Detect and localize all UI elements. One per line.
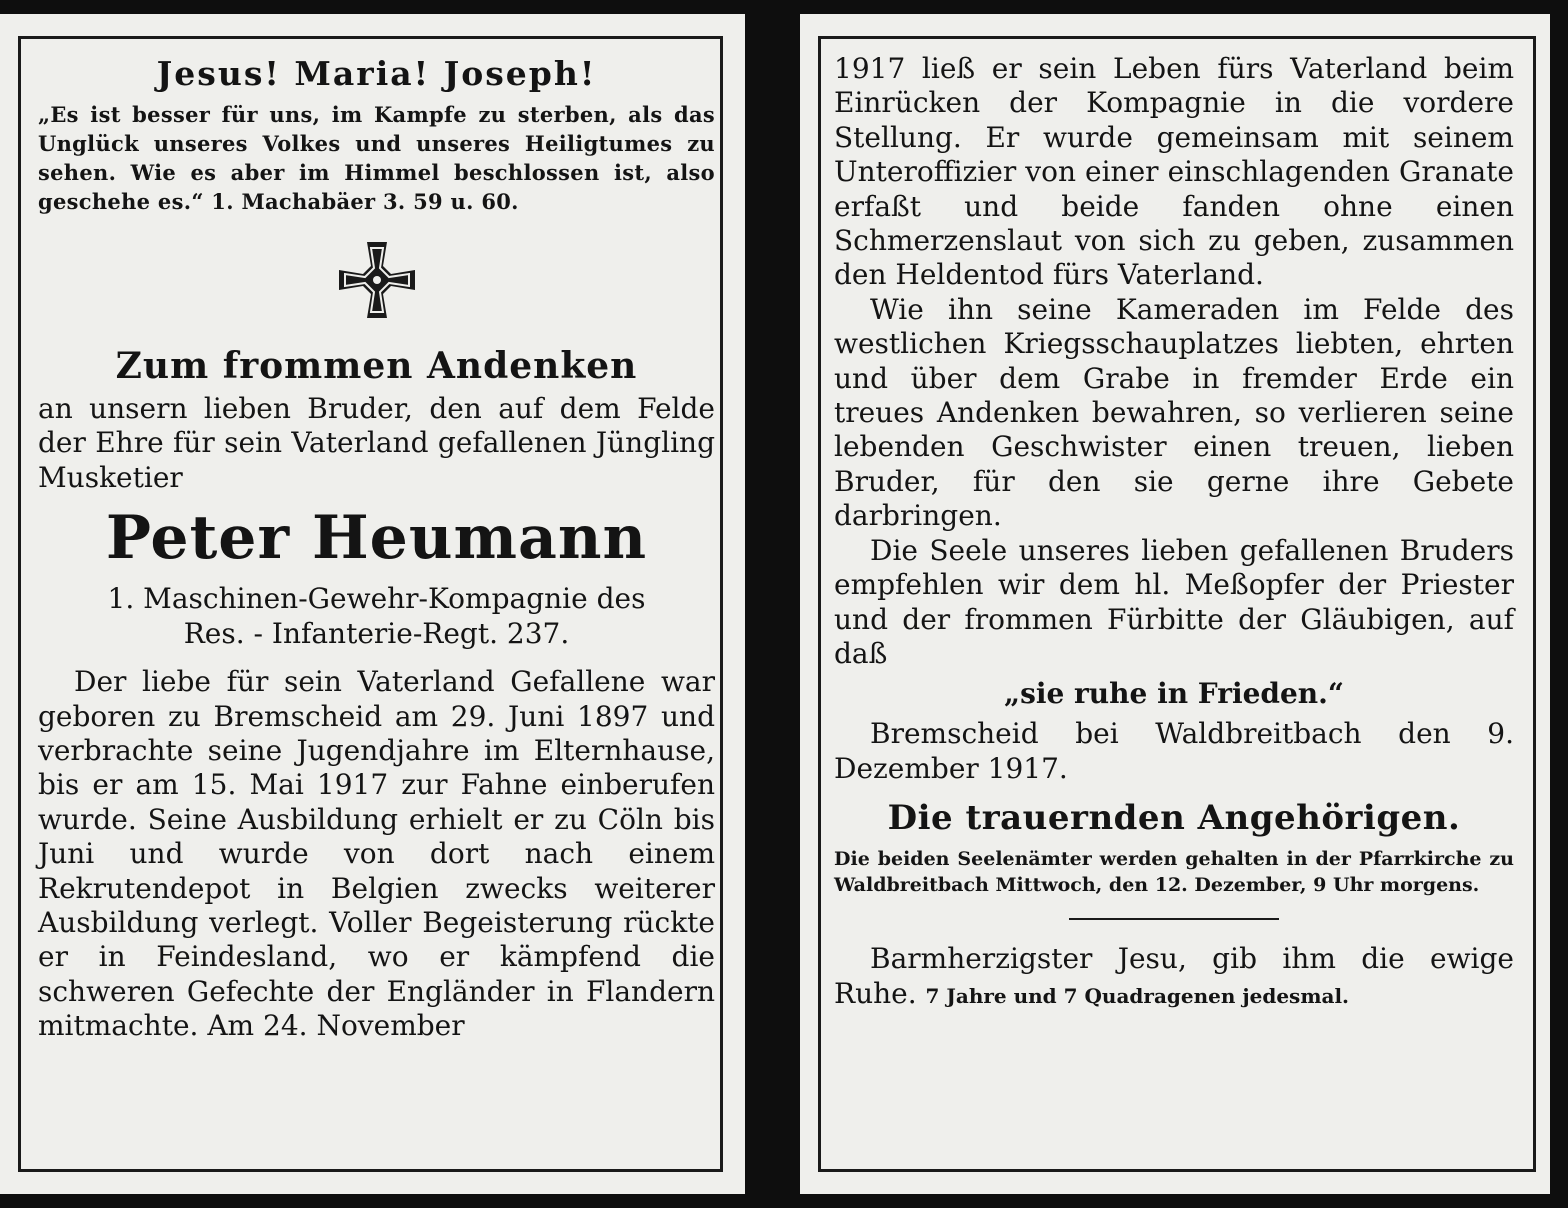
iron-cross-svg	[337, 240, 417, 320]
divider-rule	[1069, 918, 1279, 920]
deceased-name: Peter Heumann	[105, 503, 648, 574]
rest-in-peace-line: „sie ruhe in Frieden.“	[1003, 677, 1345, 711]
unit-line-2: Res. - Infanterie-Regt. 237.	[183, 617, 570, 651]
closing-prayer	[834, 942, 1514, 1013]
left-card-page	[0, 14, 745, 1194]
biography-text: Der liebe für sein Vaterland Gefallene war geboren zu Bremscheid am 29. Juni 1897 und verbrachte seine Jugendjahre im Elternhause, bis er am 15. Mai 1917 zur Fahne einberufen wurde. Seine Ausbildung erhielt er zu Cöln bis Juni und wurde von dort nach einem Rekrutendepot in Belgien zwecks weiterer Ausbildung verlegt. Voller Begeisterung rückte er in Feindesland, wo er kämpfend die schweren Gefechte der Engländer in Flandern mitmachte. Am 24. November	[38, 665, 715, 1043]
right-card-content	[834, 52, 1514, 1013]
soul-commendation-paragraph: Die Seele unseres lieben gefallenen Bruders empfehlen wir dem hl. Meßopfer der Priester und der frommen Fürbitte der Gläubigen, auf daß	[834, 533, 1514, 670]
iron-cross-icon	[38, 240, 715, 320]
scripture-quote: „Es ist besser für uns, im Kampfe zu sterben, als das Unglück unseres Volkes und unseres Heiligtumes zu sehen. Wie es aber im Himmel beschlossen ist, also geschehe es.“ 1. Machabäer 3. 59 u. 60.	[38, 102, 715, 214]
intro-text: an unsern lieben Bruder, den auf dem Felde der Ehre für sein Vaterland gefallenen Jüngling Musketier	[38, 392, 715, 494]
death-account-paragraph: 1917 ließ er sein Leben fürs Vaterland beim Einrücken der Kompagnie in die vordere Stellung. Er wurde gemeinsam mit seinem Unteroffizier von einer einschlagenden Granate erfaßt und beide fanden ohne einen Schmerzenslaut von sich zu geben, zusammen den Heldentod fürs Vaterland.	[834, 52, 1514, 292]
unit-line-1: 1. Maschinen-Gewehr-Kompagnie des	[107, 582, 646, 616]
invocation-heading: Jesus! Maria! Joseph!	[156, 54, 597, 93]
left-card-content	[38, 54, 715, 1044]
mourners-signature: Die trauernden Angehörigen.	[887, 798, 1461, 839]
memorial-title: Zum frommen Andenken	[115, 345, 638, 387]
comrades-paragraph: Wie ihn seine Kameraden im Felde des westlichen Kriegsschauplatzes liebten, ehrten und über dem Grabe in fremder Erde ein treues Andenken bewahren, so verlieren seine lebenden Geschwister einen treuen, lieben Bruder, für den sie gerne ihre Gebete darbringen.	[834, 292, 1514, 533]
indulgence-note: 7 Jahre und 7 Quadragenen jedesmal.	[925, 983, 1349, 1008]
right-card-page	[800, 14, 1550, 1194]
requiem-notice: Die beiden Seelenämter werden gehalten in der Pfarrkirche zu Waldbreitbach Mittwoch, den 12. Dezember, 9 Uhr morgens.	[834, 848, 1514, 897]
place-date-line: Bremscheid bei Waldbreitbach den 9. Dezember 1917.	[834, 717, 1514, 785]
closing-prayer-text: Barmherzigster Jesu, gib ihm die ewige Ruhe.	[834, 942, 1514, 1010]
